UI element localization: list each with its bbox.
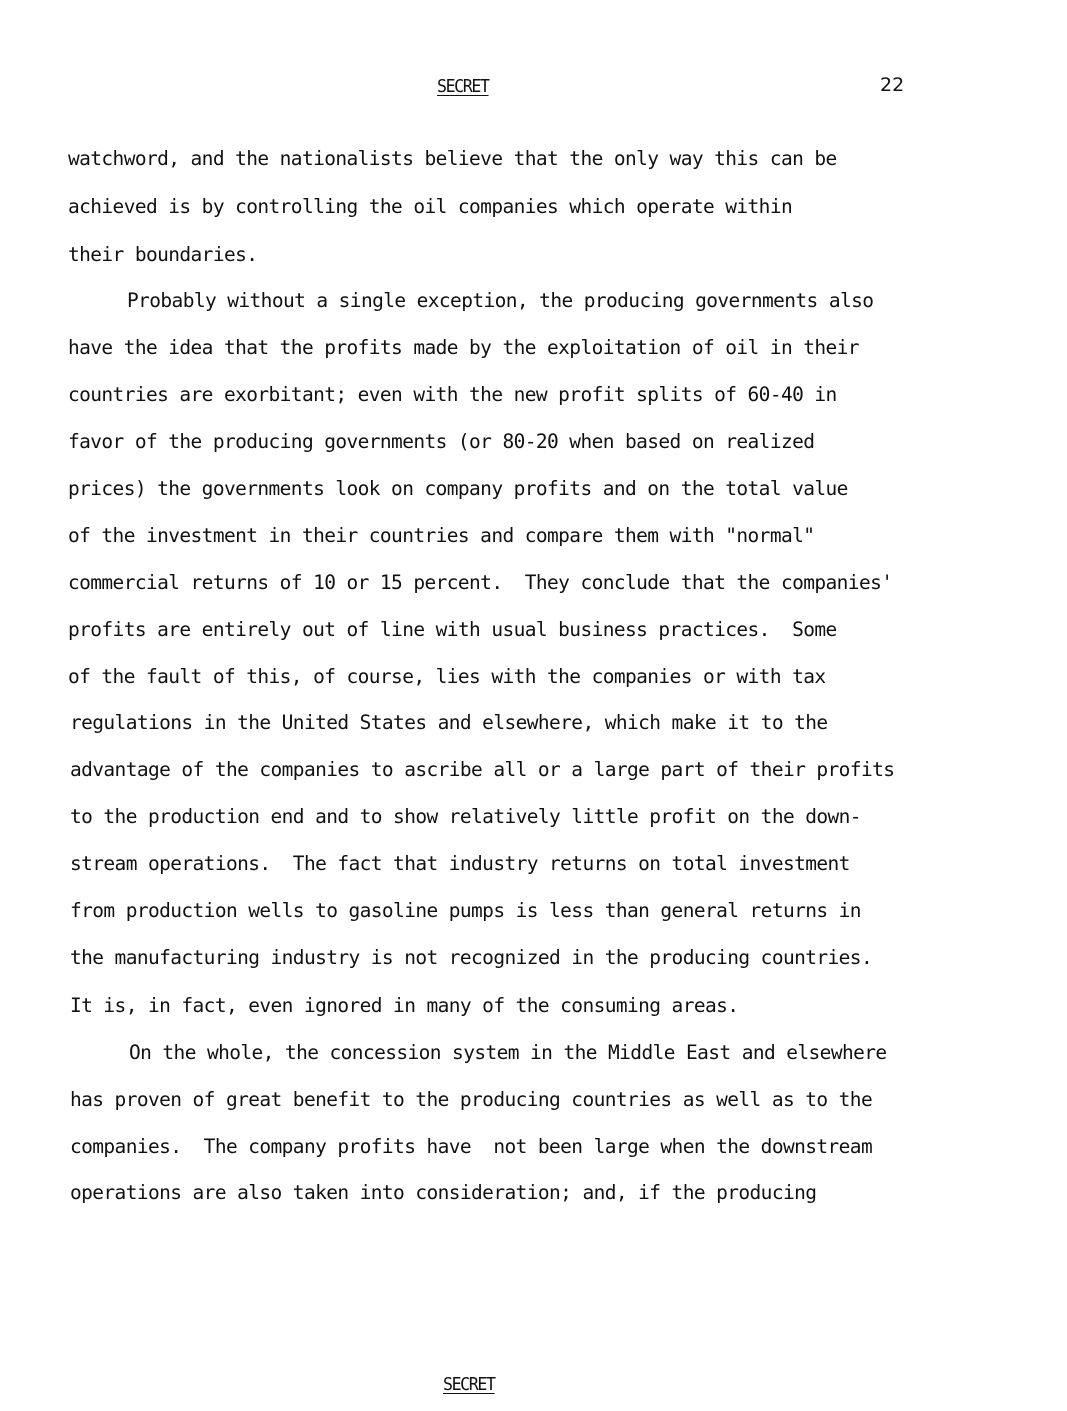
text-line: operations are also taken into consideration; and, if the producing (70, 1181, 817, 1204)
text-line: countries are exorbitant; even with the new profit splits of 60-40 in (68, 383, 837, 406)
text-line: has proven of great benefit to the producing countries as well as to the (70, 1088, 873, 1111)
text-line: of the fault of this, of course, lies with the companies or with tax (68, 665, 826, 688)
text-line: favor of the producing governments (or 80-20 when based on realized (68, 430, 815, 453)
text-line: It is, in fact, even ignored in many of the consuming areas. (70, 994, 739, 1017)
text-line: the manufacturing industry is not recognized in the producing countries. (70, 946, 873, 969)
text-line: achieved is by controlling the oil companies which operate within (68, 195, 793, 218)
text-line: stream operations. The fact that industry returns on total investment (70, 852, 850, 875)
text-line: their boundaries. (68, 243, 258, 266)
text-line: watchword, and the nationalists believe that the only way this can be (68, 147, 837, 170)
text-line: of the investment in their countries and compare them with "normal" (68, 524, 815, 547)
page-number: 22 (880, 74, 905, 96)
text-line: commercial returns of 10 or 15 percent. They conclude that the companies' (68, 571, 893, 594)
text-line: Probably without a single exception, the producing governments also (127, 289, 874, 312)
text-line: from production wells to gasoline pumps is less than general returns in (70, 899, 861, 922)
footer-classification: SECRET (443, 1374, 495, 1395)
text-line: companies. The company profits have not been large when the downstream (70, 1135, 873, 1158)
text-line: advantage of the companies to ascribe all or a large part of their profits (70, 758, 895, 781)
text-line: prices) the governments look on company profits and on the total value (68, 477, 848, 500)
text-line: have the idea that the profits made by the exploitation of oil in their (68, 336, 859, 359)
text-line: On the whole, the concession system in the Middle East and elsewhere (129, 1041, 887, 1064)
header-classification: SECRET (437, 76, 489, 97)
text-line: profits are entirely out of line with usual business practices. Some (68, 618, 837, 641)
text-line: regulations in the United States and elsewhere, which make it to the (70, 711, 828, 734)
text-line: to the production end and to show relatively little profit on the down- (70, 805, 861, 828)
